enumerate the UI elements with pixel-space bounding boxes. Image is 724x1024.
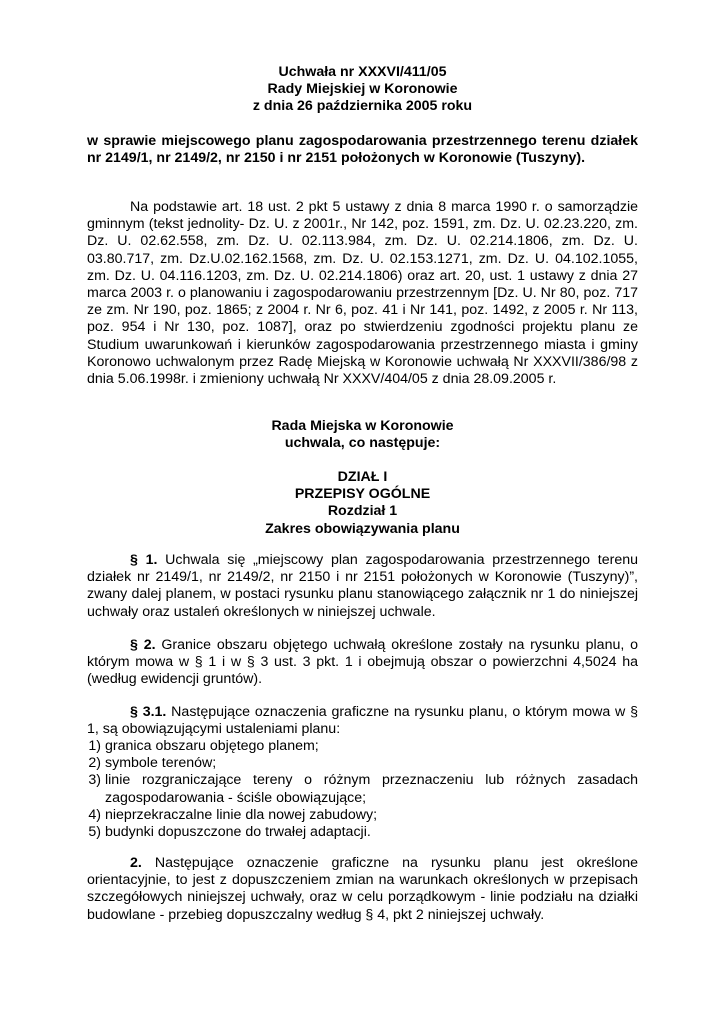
resolution-header: [87, 64, 638, 116]
list-item: [87, 824, 638, 841]
resolution-date: z dnia 26 października 2005 roku: [252, 98, 473, 115]
paragraph-1: [87, 552, 638, 621]
chapter-title: Zakres obowiązywania planu: [265, 520, 460, 537]
list-item-text: budynki dopuszczone do trwałej adaptacji.: [105, 824, 371, 841]
paragraph-3-1: [87, 704, 638, 738]
paragraph-3-2-text: Następujące oznaczenie graficzne na rysunku planu jest określone orientacyjnie, to jest z dopuszczeniem zmian na warunkach określonych w przepisach szczegółowych niniejszej uchwały, oraz w celu porządkowym - linie podziału na działki budowlane - przebieg dopuszczalny według § 4, pkt 2 niniejszej uchwały.: [87, 855, 638, 923]
resolves-statement: uchwala, co następuje:: [284, 435, 441, 452]
list-item-number: 1): [88, 738, 101, 754]
list-item: [87, 738, 638, 755]
resolution-number: Uchwała nr XXXVI/411/05: [278, 64, 447, 80]
paragraph-2-text: Granice obszaru objętego uchwałą określone zostały na rysunku planu, o którym mowa w § 1 i w § 3 ust. 3 pkt. 1 i obejmują obszar o powierzchni 4,5024 ha (według ewidencji gruntów).: [87, 637, 639, 688]
preamble: Na podstawie art. 18 ust. 2 pkt 5 ustawy z dnia 8 marca 1990 r. o samorządzie gminnym (tekst jednolity- Dz. U. z 2001r., Nr 142, poz. 1591, zm. Dz. U. 02.23.220, zm. Dz. U. 02.62.558, zm. Dz. U. 02.113.984, zm. Dz. U. 02.214.1806, zm. Dz. U. 03.80.717, zm. Dz.U.02.162.1568, zm. Dz. U. 02.153.1271, zm. Dz. U. 04.102.1055, zm. Dz. U. 04.116.1203, zm. Dz. U. 02.214.1806) oraz art. 20, ust. 1 ustawy z dnia 27 marca 2003 r. o planowaniu i zagospodarowaniu przestrzennym [Dz. U. Nr 80, poz. 717 ze zm. Nr 190, poz. 1865; z 2004 r. Nr 6, poz. 41 i Nr 141, poz. 1492, z 2005 r. Nr 113, poz. 954 i Nr 130, poz. 1087], oraz po stwierdzeniu zgodności projektu planu ze Studium uwarunkowań i kierunków zagospodarowania przestrzennego miasta i gminy Koronowo uchwalonym przez Radę Miejską w Koronowie uchwałą Nr XXXVII/386/98 z dnia 5.06.1998r. i zmieniony uchwałą Nr XXXV/404/05 z dnia 28.09.2005 r.: [87, 199, 638, 388]
designations-list: [87, 738, 638, 841]
list-item-text: symbole terenów;: [105, 755, 217, 772]
council-resolves: [87, 418, 638, 452]
paragraph-3-1-mark: § 3.1.: [130, 704, 167, 720]
council-name: Rada Miejska w Koronowie: [271, 418, 454, 434]
list-item-number: 5): [88, 824, 101, 841]
list-item-text: nieprzekraczalne linie dla nowej zabudowy;: [105, 806, 378, 823]
paragraph-3-2-mark: 2.: [130, 855, 142, 871]
list-item-text: linie rozgraniczające tereny o różnym przeznaczeniu lub różnych zasadach zagospodarowania - ściśle obowiązujące;: [105, 772, 638, 806]
list-item: [87, 755, 638, 772]
paragraph-3-1-text: Następujące oznaczenia graficzne na rysunku planu, o którym mowa w § 1, są obowiązującymi ustaleniami planu:: [87, 704, 639, 738]
division-heading: [87, 469, 638, 538]
list-item-number: 3): [88, 772, 101, 789]
list-item-number: 2): [88, 755, 101, 772]
list-item: [87, 807, 638, 824]
list-item: [87, 772, 638, 806]
list-item-text: granica obszaru objętego planem;: [105, 738, 319, 754]
paragraph-1-mark: § 1.: [130, 552, 158, 568]
paragraph-2-mark: § 2.: [130, 637, 156, 653]
resolution-council: Rady Miejskiej w Koronowie: [267, 81, 458, 98]
resolution-subject: w sprawie miejscowego planu zagospodarowania przestrzennego terenu działek nr 2149/1, nr 2149/2, nr 2150 i nr 2151 położonych w Koronowie (Tuszyny).: [87, 133, 638, 167]
division-number: DZIAŁ I: [337, 469, 388, 485]
paragraph-3-2: [87, 855, 638, 924]
list-item-number: 4): [88, 806, 101, 823]
division-title: PRZEPISY OGÓLNE: [294, 486, 431, 503]
paragraph-1-text: Uchwala się „miejscowy plan zagospodarowania przestrzennego terenu działek nr 2149/1, nr 2149/2, nr 2150 i nr 2151 położonych w Koronowie (Tuszyny)”, zwany dalej planem, w postaci rysunku planu stanowiącego załącznik nr 1 do niniejszej uchwały oraz ustaleń określonych w niniejszej uchwale.: [87, 552, 638, 620]
paragraph-2: [87, 637, 638, 689]
chapter-number: Rozdział 1: [327, 503, 398, 520]
